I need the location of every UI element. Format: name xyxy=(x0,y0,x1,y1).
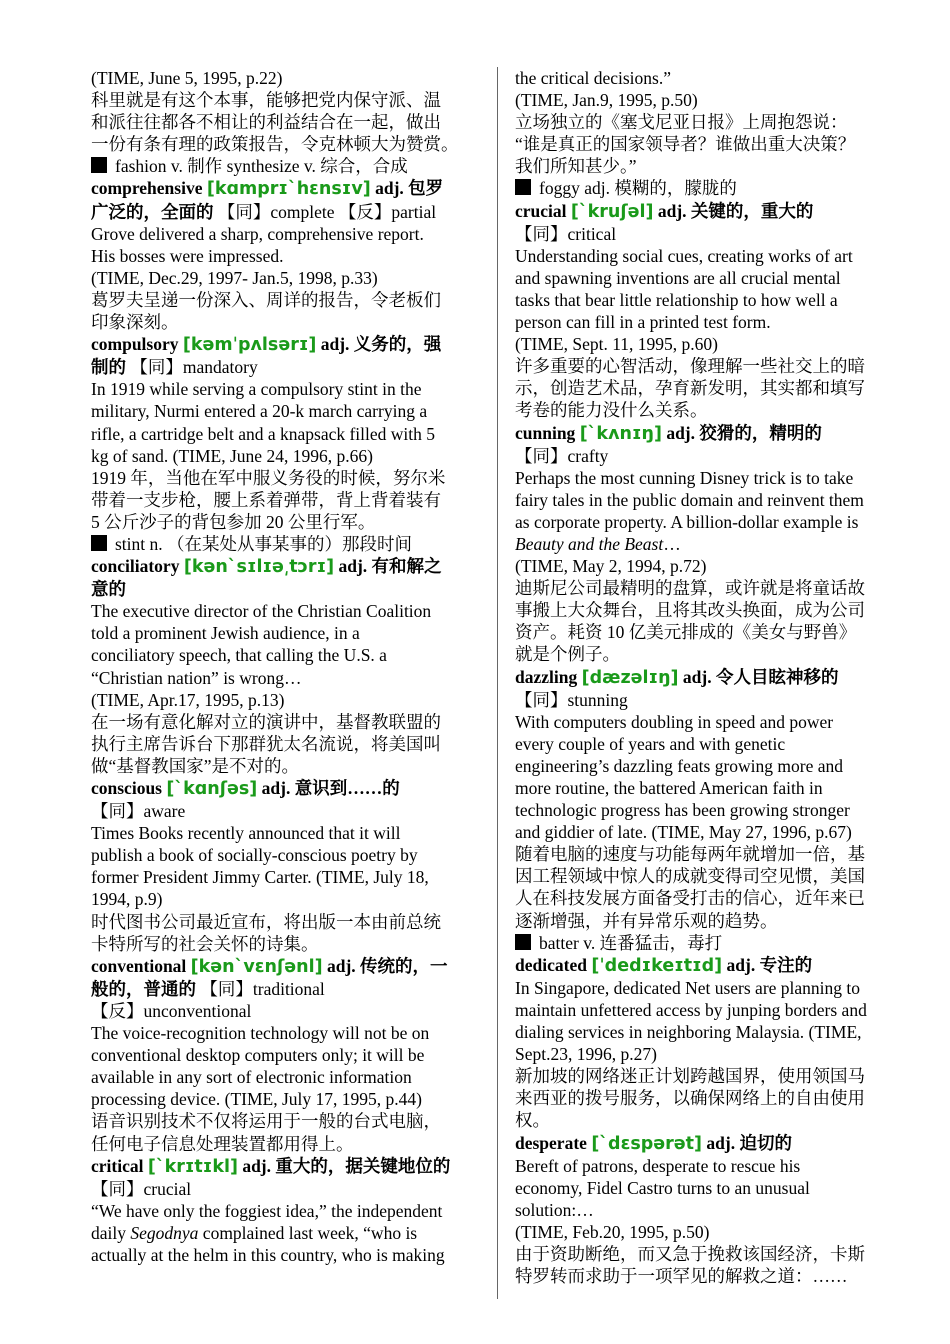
headword-text: conscious xyxy=(91,778,167,798)
text-line xyxy=(515,200,907,223)
text-run: stint n. （在某处从事某事的）那段时间 xyxy=(115,533,413,554)
text-line xyxy=(515,1221,907,1243)
text-line xyxy=(91,467,483,489)
text-run: 权。 xyxy=(515,1110,550,1131)
text-line xyxy=(91,1022,483,1044)
text-run: 示，创造艺术品，孕育新发明，其实都和填写 xyxy=(515,378,865,399)
text-line xyxy=(91,1044,483,1066)
text-line xyxy=(515,999,907,1021)
text-run: rifle, a cartridge belt and a knapsack filled with 5 xyxy=(91,423,436,444)
text-line xyxy=(515,1087,907,1109)
text-line xyxy=(91,933,483,955)
text-line xyxy=(91,777,483,800)
text-run: conciliatory speech, that calling the U.S. a xyxy=(91,645,387,666)
text-run: 人在科技发展方面备受打击的信心，近年来已 xyxy=(515,888,865,909)
text-line xyxy=(91,866,483,888)
headword-text: 制的 xyxy=(91,357,131,378)
text-line xyxy=(91,1133,483,1155)
text-line xyxy=(91,888,483,910)
text-run: Perhaps the most cunning Disney trick is to take xyxy=(515,467,854,488)
text-run: 【同】stunning xyxy=(515,689,628,710)
text-run: (TIME, May 2, 1994, p.72) xyxy=(515,556,707,577)
text-line xyxy=(515,555,907,577)
text-run: more routine, the battered American faith in xyxy=(515,778,823,798)
text-run: 事搬上大众舞台，且将其改头换面，成为公司 xyxy=(515,600,865,621)
text-run: 考卷的能力没什么关系。 xyxy=(515,400,708,421)
text-run: (TIME, Dec.29, 1997- Jan.5, 1998, p.33) xyxy=(91,267,378,288)
phonetic-text: [kɑmprɪ`hɛnsɪv] xyxy=(206,179,371,200)
phonetic-text: [kəmˈpʌlsərɪ] xyxy=(182,335,317,356)
text-run: Understanding social cues, creating works of art xyxy=(515,245,853,266)
text-run: 【同】complete 【反】partial xyxy=(217,201,437,222)
text-run: as corporate property. A billion-dollar example is xyxy=(515,511,859,532)
text-run: 新加坡的网络迷正计划跨越国界，使用领国马 xyxy=(515,1066,865,1087)
text-run: dialing services in neighboring Malaysia. (TIME, xyxy=(515,1022,862,1043)
text-line xyxy=(91,1000,483,1022)
text-line xyxy=(515,1132,907,1155)
text-line xyxy=(91,400,483,422)
text-run: 语音识别技术不仅将运用于一般的台式电脑， xyxy=(91,1111,441,1132)
text-line xyxy=(515,1177,907,1199)
text-line xyxy=(91,378,483,400)
text-line xyxy=(515,621,907,643)
text-run: “谁是真正的国家领导者？谁做出重大决策？ xyxy=(515,134,856,155)
text-line xyxy=(515,377,907,399)
text-run: daily xyxy=(91,1222,131,1243)
text-line xyxy=(515,177,907,199)
text-run: the critical decisions.” xyxy=(515,68,671,88)
text-run: (TIME, June 5, 1995, p.22) xyxy=(91,68,283,88)
text-line xyxy=(91,1222,483,1244)
headword-text: 广泛的，全面的 xyxy=(91,201,218,222)
text-line xyxy=(91,356,483,378)
text-line xyxy=(515,799,907,821)
headword-text: cunning xyxy=(515,422,580,443)
headword-text: 般的，普通的 xyxy=(91,978,201,999)
text-run: 一份有条有理的政策报告，令克林顿大为赞赏。 xyxy=(91,134,459,155)
text-run: and spawning inventions are all crucial mental xyxy=(515,267,841,288)
text-run: engineering’s dazzling feats growing more and xyxy=(515,755,844,776)
text-line xyxy=(515,111,907,133)
text-run: fairy tales in the public domain and reinvent them xyxy=(515,489,864,510)
text-line xyxy=(91,1088,483,1110)
text-run: 特罗转而求助于一项罕见的解救之道：…… xyxy=(515,1266,848,1287)
text-line xyxy=(515,489,907,511)
phonetic-text: [ˈdedɪkeɪtɪd] xyxy=(591,955,723,976)
text-line xyxy=(91,1178,483,1200)
text-run: 1919 年，当他在军中服义务役的时候，努尔米 xyxy=(91,467,446,488)
text-run: His bosses were impressed. xyxy=(91,245,284,266)
headword-text: adj. 狡猾的，精明的 xyxy=(661,422,822,443)
text-run: person can fill in a printed test form. xyxy=(515,312,771,333)
text-line xyxy=(515,467,907,489)
text-line xyxy=(515,1043,907,1065)
text-line xyxy=(515,577,907,599)
text-line xyxy=(515,399,907,421)
text-line xyxy=(91,844,483,866)
text-run: 逐渐增强，并有异常乐观的趋势。 xyxy=(515,910,778,931)
headword-text: adj. 包罗 xyxy=(370,178,444,199)
text-line xyxy=(515,1243,907,1265)
column-divider xyxy=(497,67,498,1299)
phonetic-text: [`kruʃəl] xyxy=(570,201,654,222)
left-column xyxy=(91,67,483,1266)
text-run: 由于资助断绝，而又急于挽救该国经济，卡斯 xyxy=(515,1243,865,1264)
text-line xyxy=(515,245,907,267)
text-line xyxy=(515,533,907,555)
text-run: 随着电脑的速度与功能每两年就增加一倍，基 xyxy=(515,844,865,865)
text-run: Times Books recently announced that it will xyxy=(91,823,401,844)
text-run: economy, Fidel Castro turns to an unusual xyxy=(515,1177,810,1198)
text-run: solution:… xyxy=(515,1199,594,1220)
text-run: “Christian nation” is wrong… xyxy=(91,667,302,688)
text-line xyxy=(91,1066,483,1088)
text-line xyxy=(515,954,907,977)
text-run: 印象深刻。 xyxy=(91,312,179,333)
bullet-square-icon xyxy=(91,157,107,173)
text-line xyxy=(91,622,483,644)
text-run: 迪斯尼公司最精明的盘算，或许就是将童话故 xyxy=(515,578,865,599)
text-run: The executive director of the Christian Coalition xyxy=(91,601,432,622)
text-line xyxy=(91,555,483,578)
text-run: 【同】traditional xyxy=(200,978,325,999)
text-line xyxy=(91,733,483,755)
text-run: 做“基督教国家”是不对的。 xyxy=(91,755,300,776)
text-run: complained last week, “who is xyxy=(198,1222,418,1243)
text-run: maintain unfettered access by junping borders and xyxy=(515,999,867,1020)
text-run: 1994, p.9) xyxy=(91,889,163,910)
text-line xyxy=(515,1155,907,1177)
phonetic-text: [`kɑnʃəs] xyxy=(166,779,258,799)
right-column xyxy=(515,67,907,1287)
text-line xyxy=(515,445,907,467)
text-run: 我们所知甚少。” xyxy=(515,156,637,177)
text-line xyxy=(91,267,483,289)
text-line xyxy=(515,89,907,111)
text-run: batter v. 连番猛击，毒打 xyxy=(539,932,723,953)
bullet-square-icon xyxy=(91,535,107,551)
text-line xyxy=(515,223,907,245)
headword-text: dazzling xyxy=(515,666,582,687)
headword-text: adj. 有和解之 xyxy=(334,556,442,577)
headword-text: compulsory xyxy=(91,334,183,355)
text-run: 资产。耗资 10 亿美元排成的《美女与野兽》 xyxy=(515,622,857,643)
text-line xyxy=(91,423,483,445)
headword-text: conciliatory xyxy=(91,556,184,577)
text-run: publish a book of socially-conscious poetry by xyxy=(91,845,418,866)
phonetic-text: [`dɛspərət] xyxy=(591,1133,703,1154)
text-run: 带着一支步枪，腰上系着弹带，背上背着装有 xyxy=(91,489,441,510)
text-line xyxy=(515,932,907,954)
text-run: processing device. (TIME, July 17, 1995, p.44) xyxy=(91,1089,422,1110)
headword-text: 意的 xyxy=(91,579,126,600)
text-run: 因工程领域中惊人的成就变得司空见惯，美国 xyxy=(515,866,865,887)
text-line xyxy=(515,67,907,89)
text-line xyxy=(91,600,483,622)
text-line xyxy=(91,89,483,111)
text-run: military, Nurmi entered a 20-k march carrying a xyxy=(91,401,428,422)
text-run: actually at the helm in this country, who is making xyxy=(91,1244,445,1265)
text-run: told a prominent Jewish audience, in a xyxy=(91,623,360,644)
headword-text: adj. 迫切的 xyxy=(702,1132,792,1153)
italic-title: Segodnya xyxy=(130,1222,199,1243)
text-line xyxy=(91,133,483,155)
text-run: 来西亚的拨号服务，以确保网络上的自由使用 xyxy=(515,1088,865,1109)
text-line xyxy=(91,445,483,467)
text-line xyxy=(91,955,483,978)
text-run: 执行主席告诉台下那群犹太名流说，将美国叫 xyxy=(91,733,441,754)
text-run: Grove delivered a sharp, comprehensive report. xyxy=(91,223,424,244)
text-line xyxy=(91,111,483,133)
text-line xyxy=(91,533,483,555)
text-line xyxy=(91,311,483,333)
text-line xyxy=(91,1244,483,1266)
text-run: former President Jimmy Carter. (TIME, July 18, xyxy=(91,867,429,888)
text-line xyxy=(515,511,907,533)
text-run: 科里就是有这个本事，能够把党内保守派、温 xyxy=(91,90,441,111)
text-line xyxy=(91,1155,483,1178)
headword-text: adj. 令人目眩神移的 xyxy=(678,666,839,687)
text-line xyxy=(91,489,483,511)
text-line xyxy=(515,865,907,887)
headword-text: adj. 专注的 xyxy=(722,954,813,975)
text-run: kg of sand. (TIME, June 24, 1996, p.66) xyxy=(91,445,373,466)
text-run: 就是个例子。 xyxy=(515,644,620,665)
text-run: (TIME, Sept. 11, 1995, p.60) xyxy=(515,334,719,355)
text-run: Sept.23, 1996, p.27) xyxy=(515,1044,657,1065)
text-run: conventional desktop computers only; it will be xyxy=(91,1045,425,1066)
text-line xyxy=(515,711,907,733)
text-run: (TIME, Apr.17, 1995, p.13) xyxy=(91,689,285,710)
text-line xyxy=(515,1199,907,1221)
text-line xyxy=(91,911,483,933)
text-line xyxy=(91,978,483,1000)
phonetic-text: [dæzəlɪŋ] xyxy=(581,667,679,688)
text-run: foggy adj. 模糊的，朦胧的 xyxy=(539,178,737,199)
text-run: 【同】aware xyxy=(91,801,186,822)
text-line xyxy=(91,223,483,245)
text-line xyxy=(515,977,907,999)
text-line xyxy=(515,1065,907,1087)
text-line xyxy=(515,666,907,689)
headword-text: adj. 意识到……的 xyxy=(257,778,400,798)
text-line xyxy=(91,201,483,223)
text-run: fashion v. 制作 synthesize v. 综合，合成 xyxy=(115,156,408,177)
text-run: 葛罗夫呈递一份深入、周详的报告，令老板们 xyxy=(91,289,441,310)
text-run: Bereft of patrons, desperate to rescue his xyxy=(515,1155,801,1176)
text-line xyxy=(91,822,483,844)
bullet-square-icon xyxy=(515,934,531,950)
headword-text: critical xyxy=(91,1155,148,1176)
text-line xyxy=(91,289,483,311)
text-line xyxy=(91,711,483,733)
text-run: With computers doubling in speed and power xyxy=(515,711,834,732)
italic-title: Beauty and the Beast xyxy=(515,533,664,554)
headword-text: comprehensive xyxy=(91,178,207,199)
bullet-square-icon xyxy=(515,179,531,195)
text-line xyxy=(515,843,907,865)
text-line xyxy=(515,1021,907,1043)
text-line xyxy=(515,133,907,155)
text-line xyxy=(515,333,907,355)
text-line xyxy=(515,887,907,909)
text-line xyxy=(515,355,907,377)
text-run: In 1919 while serving a compulsory stint in the xyxy=(91,379,422,400)
headword-text: adj. 关键的，重大的 xyxy=(653,200,814,221)
text-run: … xyxy=(663,533,681,554)
text-run: 【同】mandatory xyxy=(130,357,258,378)
text-run: and giddier of late. (TIME, May 27, 1996, p.67) xyxy=(515,822,852,843)
text-line xyxy=(515,733,907,755)
text-run: 【同】crucial xyxy=(91,1178,192,1199)
text-line xyxy=(515,777,907,799)
phonetic-text: [`kʌnɪŋ] xyxy=(579,423,662,444)
phonetic-text: [`krɪtɪkl] xyxy=(147,1156,238,1177)
text-line xyxy=(91,177,483,200)
text-run: 【同】crafty xyxy=(515,445,609,466)
text-line xyxy=(515,422,907,445)
text-line xyxy=(91,644,483,666)
headword-text: adj. 重大的，据关键地位的 xyxy=(237,1155,451,1176)
phonetic-text: [kən`sɪlɪə͵tɔrɪ] xyxy=(183,557,335,578)
text-line xyxy=(91,689,483,711)
text-line xyxy=(515,910,907,932)
headword-text: adj. 传统的，一 xyxy=(322,955,448,976)
text-run: The voice-recognition technology will not be on xyxy=(91,1023,430,1044)
text-run: 5 公斤沙子的背包参加 20 公里行军。 xyxy=(91,511,376,532)
text-line xyxy=(91,755,483,777)
text-line xyxy=(515,1265,907,1287)
text-line xyxy=(515,821,907,843)
text-run: 任何电子信息处理装置都用得上。 xyxy=(91,1133,354,1154)
text-line xyxy=(91,800,483,822)
headword-text: conventional xyxy=(91,955,191,976)
text-line xyxy=(91,67,483,89)
text-run: In Singapore, dedicated Net users are planning to xyxy=(515,977,861,998)
text-line xyxy=(91,1110,483,1132)
text-line xyxy=(515,267,907,289)
text-line xyxy=(91,578,483,600)
text-run: 许多重要的心智活动，像理解一些社交上的暗 xyxy=(515,356,865,377)
text-run: (TIME, Feb.20, 1995, p.50) xyxy=(515,1221,710,1242)
headword-text: desperate xyxy=(515,1132,592,1153)
text-line xyxy=(91,333,483,356)
headword-text: dedicated xyxy=(515,954,592,975)
text-run: “We have only the foggiest idea,” the independent xyxy=(91,1200,443,1221)
text-line xyxy=(91,155,483,177)
text-run: 【同】critical xyxy=(515,223,617,244)
text-line xyxy=(515,689,907,711)
text-run: technologic progress has been growing stronger xyxy=(515,800,850,821)
text-run: 【反】unconventional xyxy=(91,1000,252,1021)
text-line xyxy=(91,667,483,689)
text-run: 卡特所写的社会关怀的诗集。 xyxy=(91,933,319,954)
text-line xyxy=(91,1200,483,1222)
phonetic-text: [kən`vɛnʃənl] xyxy=(190,956,323,977)
text-line xyxy=(515,155,907,177)
text-line xyxy=(515,311,907,333)
text-line xyxy=(91,511,483,533)
headword-text: adj. 义务的，强 xyxy=(316,334,442,355)
headword-text: crucial xyxy=(515,200,571,221)
text-line xyxy=(515,643,907,665)
text-run: every couple of years and with genetic xyxy=(515,733,786,754)
text-line xyxy=(515,289,907,311)
text-run: 立场独立的《塞戈尼亚日报》上周抱怨说： xyxy=(515,112,848,133)
text-run: 时代图书公司最近宣布，将出版一本由前总统 xyxy=(91,911,441,932)
text-run: 在一场有意化解对立的演讲中，基督教联盟的 xyxy=(91,711,441,732)
text-run: 和派往往都各不相让的利益结合在一起，做出 xyxy=(91,112,441,133)
text-line xyxy=(515,599,907,621)
text-line xyxy=(91,245,483,267)
text-run: available in any sort of electronic information xyxy=(91,1067,412,1088)
text-line xyxy=(515,755,907,777)
text-run: (TIME, Jan.9, 1995, p.50) xyxy=(515,90,698,111)
text-run: tasks that bear little relationship to how well a xyxy=(515,289,838,310)
text-line xyxy=(515,1109,907,1131)
